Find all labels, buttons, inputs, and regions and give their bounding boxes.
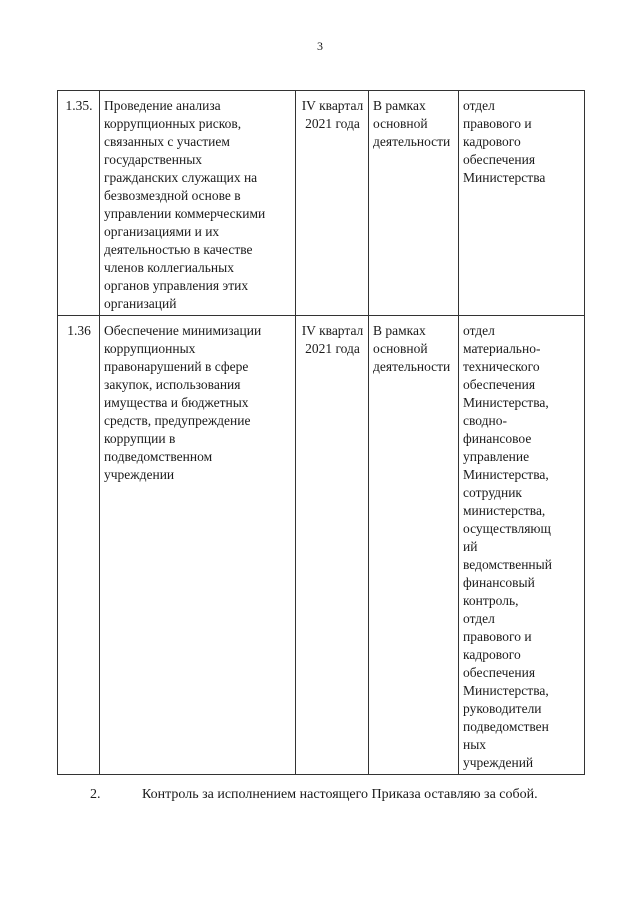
item-framework [369,91,459,316]
measures-table [57,90,585,775]
closing-text: Контроль за исполнением настоящего Приказа оставляю за собой. [142,787,538,802]
table-row [58,91,585,316]
item-executor-text: отдел материально- технического обеспечения Министерства, сводно- финансовое управление Министерства, сотрудник министерства, осуществляющ ий ведомственный финансовый контроль, отдел правового и кадрового обеспечения Министерства, руководители подведомствен ных учреждений [463,323,552,770]
item-executor [459,91,585,316]
item-number [58,316,100,775]
item-period-text: IV квартал 2021 года [301,98,364,131]
item-framework [369,316,459,775]
item-description [100,91,296,316]
item-framework-text: В рамках основной деятельности [373,98,451,149]
page-number: 3 [317,39,323,53]
item-executor [459,316,585,775]
item-number-text: 1.36 [67,323,91,338]
item-period-text: IV квартал 2021 года [301,323,364,356]
item-period [296,316,369,775]
closing-number: 2. [90,787,101,802]
item-period [296,91,369,316]
item-description-text: Обеспечение минимизации коррупционных правонарушений в сфере закупок, использования имущества и бюджетных средств, предупреждение коррупции в подведомственном учреждении [104,323,262,482]
closing-paragraph [90,786,538,804]
item-number-text: 1.35. [65,98,93,113]
item-description-text: Проведение анализа коррупционных рисков, связанных с участием государственных гражданских служащих на безвозмездной основе в управлении коммерческими организациями и их деятельностью в качестве членов коллегиальных органов управления этих организаций [104,98,266,311]
table-row [58,316,585,775]
item-description [100,316,296,775]
item-framework-text: В рамках основной деятельности [373,323,451,374]
item-number [58,91,100,316]
item-executor-text: отдел правового и кадрового обеспечения Министерства [463,98,546,185]
